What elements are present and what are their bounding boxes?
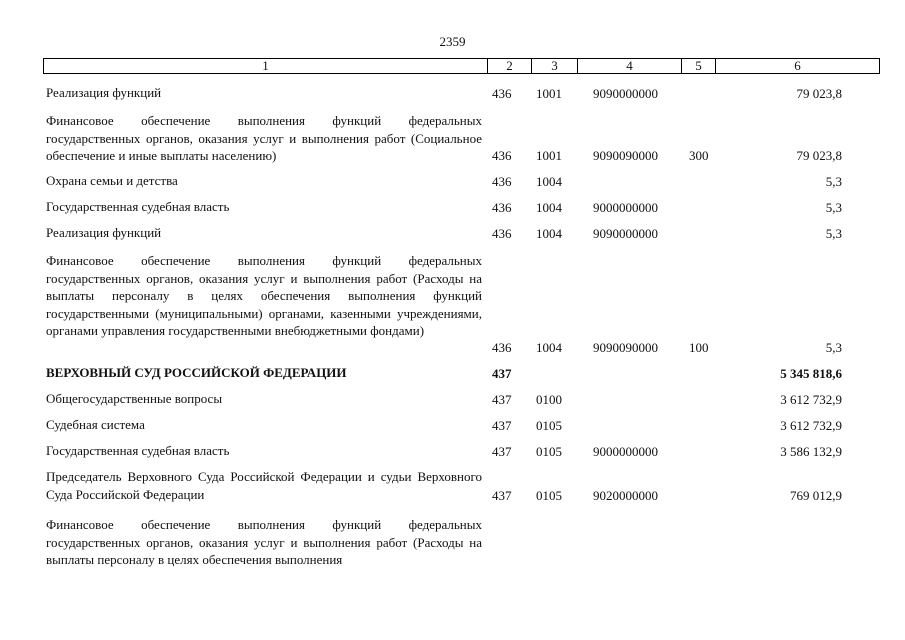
header-col-1: 1 [44, 59, 488, 73]
row-c6: 5,3 [825, 173, 842, 189]
row-name: Финансовое обеспечение выполнения функций федеральных государственных органов, оказания услуг и выполнения работ (Социальное обеспечение и иные выплаты населению) [46, 113, 482, 163]
row-c3: 1004 [536, 199, 562, 215]
row-c4: 9090000000 [593, 225, 658, 241]
row-c2: 436 [492, 225, 512, 241]
row-c4: 9090090000 [593, 339, 658, 355]
table-row [0, 252, 905, 356]
table-row [0, 442, 905, 460]
row-c6: 5,3 [825, 225, 842, 241]
row-c3: 1004 [536, 173, 562, 189]
row-c6: 769 012,9 [790, 487, 842, 503]
row-c3: 1004 [536, 225, 562, 241]
row-c5: 100 [689, 339, 709, 355]
row-c4: 9000000000 [593, 443, 658, 459]
row-c2: 437 [492, 443, 512, 459]
row-name: Реализация функций [46, 225, 162, 240]
row-name: ВЕРХОВНЫЙ СУД РОССИЙСКОЙ ФЕДЕРАЦИИ [46, 365, 347, 380]
row-name: Государственная судебная власть [46, 443, 230, 458]
row-c2: 436 [492, 173, 512, 189]
table-row [0, 112, 905, 164]
row-c4: 9090000000 [593, 85, 658, 101]
row-c2: 436 [492, 85, 512, 101]
row-c2: 436 [492, 339, 512, 355]
row-c2: 436 [492, 199, 512, 215]
row-name: Реализация функций [46, 85, 162, 100]
row-c2: 437 [492, 417, 512, 433]
row-c3: 1001 [536, 147, 562, 163]
table-header [43, 58, 880, 74]
row-name: Судебная система [46, 417, 145, 432]
row-name: Общегосударственные вопросы [46, 391, 223, 406]
row-c3: 0105 [536, 417, 562, 433]
table-row [0, 224, 905, 242]
row-name: Охрана семьи и детства [46, 173, 178, 188]
row-c5: 300 [689, 147, 709, 163]
row-name: Государственная судебная власть [46, 199, 230, 214]
row-c2: 437 [492, 391, 512, 407]
table-row [0, 516, 905, 568]
table-row [0, 84, 905, 102]
row-name: Финансовое обеспечение выполнения функций федеральных государственных органов, оказания услуг и выполнения работ (Расходы на выплаты персоналу в целях обеспечения выполнения функций государственными (муниципальными) органами, казенными учреждениями, органами управления государственными внебюджетными фондами) [46, 253, 482, 338]
header-col-3: 3 [532, 59, 578, 73]
header-col-4: 4 [578, 59, 682, 73]
header-col-6: 6 [794, 58, 801, 73]
row-c3: 0105 [536, 487, 562, 503]
table-row [0, 468, 905, 504]
row-c3: 1004 [536, 339, 562, 355]
row-c4: 9000000000 [593, 199, 658, 215]
row-name: Финансовое обеспечение выполнения функций федеральных государственных органов, оказания услуг и выполнения работ (Расходы на выплаты персоналу в целях обеспечения выполнения [46, 517, 482, 567]
table-row [0, 416, 905, 434]
row-c2: 436 [492, 147, 512, 163]
row-name: Председатель Верховного Суда Российской Федерации и судьи Верховного Суда Российской Федерации [46, 469, 482, 502]
row-c6: 5 345 818,6 [780, 365, 842, 381]
table-row [0, 390, 905, 408]
row-c6: 3 612 732,9 [780, 391, 842, 407]
row-c6: 79 023,8 [796, 85, 842, 101]
row-c3: 1001 [536, 85, 562, 101]
table-row [0, 198, 905, 216]
row-c6: 5,3 [825, 339, 842, 355]
row-c6: 3 612 732,9 [780, 417, 842, 433]
header-col-5: 5 [682, 59, 716, 73]
row-c4: 9090090000 [593, 147, 658, 163]
row-c6: 3 586 132,9 [780, 443, 842, 459]
table-row [0, 364, 905, 382]
table-row [0, 172, 905, 190]
header-col-2: 2 [488, 59, 532, 73]
row-c2: 437 [492, 365, 512, 381]
row-c2: 437 [492, 487, 512, 503]
row-c6: 5,3 [825, 199, 842, 215]
row-c4: 9020000000 [593, 487, 658, 503]
row-c3: 0100 [536, 391, 562, 407]
row-c6: 79 023,8 [796, 147, 842, 163]
page-number: 2359 [439, 34, 466, 49]
row-c3: 0105 [536, 443, 562, 459]
